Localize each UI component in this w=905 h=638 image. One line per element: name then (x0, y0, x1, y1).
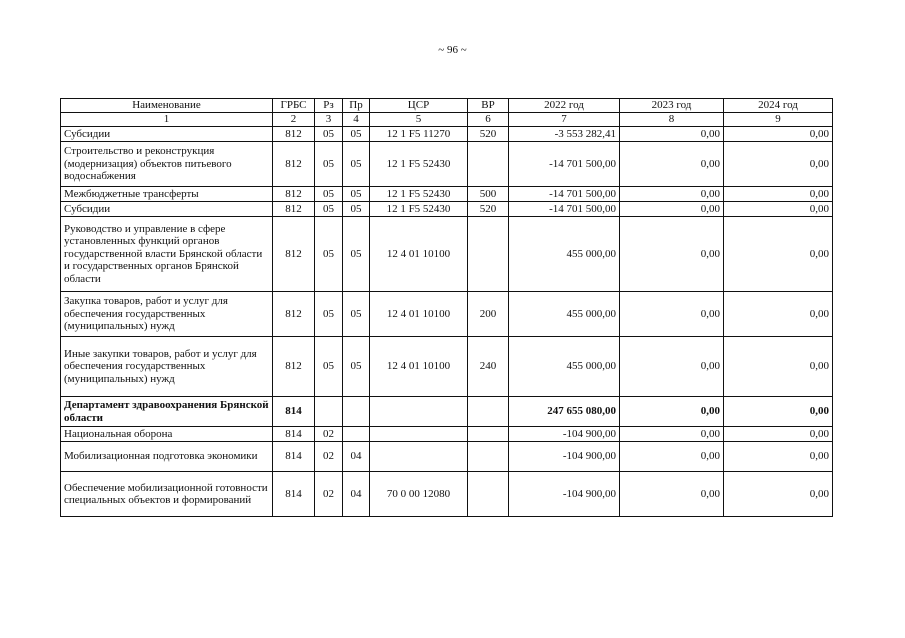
row-rz: 05 (315, 337, 343, 397)
row-vr (468, 217, 509, 292)
row-grbs: 814 (273, 442, 315, 472)
row-vr: 200 (468, 292, 509, 337)
row-2023: 0,00 (620, 187, 724, 202)
table-row (61, 217, 833, 292)
row-2022: -14 701 500,00 (509, 187, 620, 202)
col-header-2023: 2023 год (620, 99, 724, 113)
row-2023: 0,00 (620, 472, 724, 517)
table-row (61, 127, 833, 142)
row-csr: 12 4 01 10100 (370, 337, 468, 397)
row-name: Департамент здравоохранения Брянской области (61, 397, 273, 427)
row-vr (468, 427, 509, 442)
row-pr: 05 (343, 202, 370, 217)
row-2022: 455 000,00 (509, 337, 620, 397)
row-2024: 0,00 (724, 427, 833, 442)
col-number: 6 (468, 113, 509, 127)
col-number: 2 (273, 113, 315, 127)
row-2023: 0,00 (620, 202, 724, 217)
row-csr: 12 1 F5 11270 (370, 127, 468, 142)
row-rz: 05 (315, 142, 343, 187)
row-rz: 02 (315, 427, 343, 442)
row-2023: 0,00 (620, 217, 724, 292)
row-2022: -3 553 282,41 (509, 127, 620, 142)
row-rz: 05 (315, 292, 343, 337)
col-header-csr: ЦСР (370, 99, 468, 113)
row-pr: 05 (343, 217, 370, 292)
row-2024: 0,00 (724, 202, 833, 217)
row-2022: -14 701 500,00 (509, 142, 620, 187)
row-2023: 0,00 (620, 292, 724, 337)
row-vr: 500 (468, 187, 509, 202)
row-grbs: 812 (273, 202, 315, 217)
row-2023: 0,00 (620, 442, 724, 472)
row-name: Иные закупки товаров, работ и услуг для обеспечения государственных (муниципальных) нужд (61, 337, 273, 397)
col-header-grbs: ГРБС (273, 99, 315, 113)
row-csr: 70 0 00 12080 (370, 472, 468, 517)
row-csr (370, 397, 468, 427)
row-grbs: 812 (273, 292, 315, 337)
col-number: 8 (620, 113, 724, 127)
table-row (61, 472, 833, 517)
row-pr: 05 (343, 127, 370, 142)
row-pr: 05 (343, 187, 370, 202)
row-name: Строительство и реконструкция (модернизация) объектов питьевого водоснабжения (61, 142, 273, 187)
header-row (61, 99, 833, 113)
col-header-name: Наименование (61, 99, 273, 113)
row-pr: 05 (343, 142, 370, 187)
row-grbs: 814 (273, 397, 315, 427)
row-2023: 0,00 (620, 142, 724, 187)
col-header-vr: ВР (468, 99, 509, 113)
col-number: 7 (509, 113, 620, 127)
row-rz: 05 (315, 202, 343, 217)
row-name: Руководство и управление в сфере установленных функций органов государственной власти Брянской области и государственных органов Брянской области (61, 217, 273, 292)
row-rz: 05 (315, 187, 343, 202)
row-rz: 02 (315, 442, 343, 472)
col-number: 4 (343, 113, 370, 127)
table-row (61, 202, 833, 217)
col-number: 9 (724, 113, 833, 127)
row-rz (315, 397, 343, 427)
row-2022: 455 000,00 (509, 217, 620, 292)
row-rz: 05 (315, 127, 343, 142)
col-header-pr: Пр (343, 99, 370, 113)
row-name: Мобилизационная подготовка экономики (61, 442, 273, 472)
row-csr: 12 1 F5 52430 (370, 187, 468, 202)
row-2023: 0,00 (620, 337, 724, 397)
row-2022: -14 701 500,00 (509, 202, 620, 217)
row-grbs: 812 (273, 337, 315, 397)
row-pr (343, 427, 370, 442)
row-pr (343, 397, 370, 427)
row-grbs: 814 (273, 472, 315, 517)
row-2024: 0,00 (724, 142, 833, 187)
row-rz: 05 (315, 217, 343, 292)
row-csr: 12 4 01 10100 (370, 292, 468, 337)
row-2022: -104 900,00 (509, 442, 620, 472)
budget-table (60, 98, 833, 517)
row-vr: 240 (468, 337, 509, 397)
row-2022: -104 900,00 (509, 427, 620, 442)
row-name: Межбюджетные трансферты (61, 187, 273, 202)
row-vr (468, 142, 509, 187)
row-csr: 12 1 F5 52430 (370, 202, 468, 217)
row-2024: 0,00 (724, 217, 833, 292)
row-2024: 0,00 (724, 292, 833, 337)
row-2022: 247 655 080,00 (509, 397, 620, 427)
row-grbs: 814 (273, 427, 315, 442)
page-number: ~ 96 ~ (438, 44, 467, 56)
row-grbs: 812 (273, 187, 315, 202)
table-row (61, 142, 833, 187)
row-2022: -104 900,00 (509, 472, 620, 517)
row-grbs: 812 (273, 217, 315, 292)
row-name: Закупка товаров, работ и услуг для обеспечения государственных (муниципальных) нужд (61, 292, 273, 337)
row-2023: 0,00 (620, 427, 724, 442)
col-header-2022: 2022 год (509, 99, 620, 113)
row-2023: 0,00 (620, 127, 724, 142)
row-vr: 520 (468, 202, 509, 217)
table-row (61, 337, 833, 397)
col-number: 5 (370, 113, 468, 127)
col-number: 3 (315, 113, 343, 127)
row-name: Национальная оборона (61, 427, 273, 442)
row-2023: 0,00 (620, 397, 724, 427)
row-2024: 0,00 (724, 442, 833, 472)
row-grbs: 812 (273, 127, 315, 142)
row-2024: 0,00 (724, 472, 833, 517)
row-vr (468, 442, 509, 472)
row-pr: 04 (343, 442, 370, 472)
row-name: Субсидии (61, 127, 273, 142)
row-csr (370, 442, 468, 472)
column-number-row (61, 113, 833, 127)
col-header-rz: Рз (315, 99, 343, 113)
row-2024: 0,00 (724, 127, 833, 142)
row-vr: 520 (468, 127, 509, 142)
row-pr: 04 (343, 472, 370, 517)
row-2024: 0,00 (724, 397, 833, 427)
row-2024: 0,00 (724, 337, 833, 397)
row-grbs: 812 (273, 142, 315, 187)
table-row (61, 427, 833, 442)
row-rz: 02 (315, 472, 343, 517)
row-2022: 455 000,00 (509, 292, 620, 337)
row-name: Обеспечение мобилизационной готовности специальных объектов и формирований (61, 472, 273, 517)
table-row (61, 397, 833, 427)
row-pr: 05 (343, 337, 370, 397)
col-header-2024: 2024 год (724, 99, 833, 113)
row-csr: 12 1 F5 52430 (370, 142, 468, 187)
row-2024: 0,00 (724, 187, 833, 202)
row-name: Субсидии (61, 202, 273, 217)
table-row (61, 442, 833, 472)
col-number: 1 (61, 113, 273, 127)
row-vr (468, 397, 509, 427)
row-vr (468, 472, 509, 517)
table-row (61, 187, 833, 202)
row-pr: 05 (343, 292, 370, 337)
row-csr (370, 427, 468, 442)
row-csr: 12 4 01 10100 (370, 217, 468, 292)
table-row (61, 292, 833, 337)
